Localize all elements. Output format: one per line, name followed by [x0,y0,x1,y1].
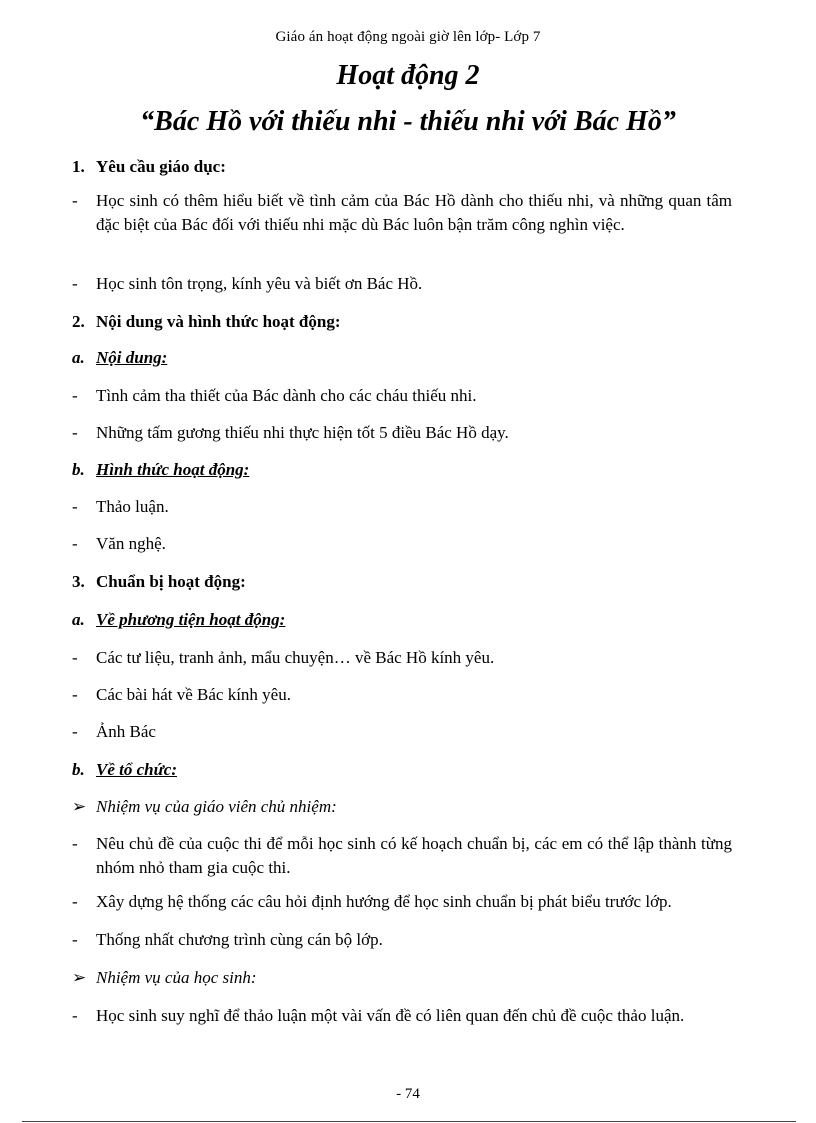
task-heading [72,966,732,990]
list-item-text: Nêu chủ đề của cuộc thi để mỗi học sinh có kế hoạch chuẩn bị, các em có thể lập thành từng nhóm nhỏ tham gia cuộc thi. [96,834,732,877]
list-item [72,272,732,296]
list-item-text: Ảnh Bác [96,722,156,741]
task-heading [72,795,732,819]
dash-marker: - [72,1006,78,1025]
subsection-letter: b. [72,460,85,479]
footer-divider [22,1121,796,1122]
section-heading [72,570,732,594]
list-item-text: Thống nhất chương trình cùng cán bộ lớp. [96,930,383,949]
activity-title: Hoạt động 2 [336,60,480,91]
list-item [72,832,732,880]
list-item [72,384,732,408]
list-item [72,890,732,914]
subsection-heading-text: Nội dung: [96,348,168,367]
section-heading-text: Chuẩn bị hoạt động: [96,572,246,591]
list-item [72,683,732,707]
dash-marker: - [72,191,78,210]
dash-marker: - [72,386,78,405]
dash-marker: - [72,892,78,911]
list-item [72,928,732,952]
subsection-letter: b. [72,760,85,779]
subsection-heading [72,608,732,632]
subsection-letter: a. [72,348,85,367]
dash-marker: - [72,274,78,293]
activity-subtitle: “Bác Hồ với thiếu nhi - thiếu nhi với Bác Hồ” [140,106,676,137]
dash-marker: - [72,423,78,442]
list-item-text: Thảo luận. [96,497,169,516]
arrow-bullet-icon: ➢ [72,968,87,987]
dash-marker: - [72,834,78,853]
subsection-heading-text: Hình thức hoạt động: [96,460,250,479]
section-number: 1. [72,157,85,176]
subsection-heading-text: Về tổ chức: [96,760,177,779]
list-item-text: Những tấm gương thiếu nhi thực hiện tốt 5 điều Bác Hồ dạy. [96,423,509,442]
subsection-heading [72,346,732,370]
list-item [72,646,732,670]
list-item [72,1004,732,1028]
subsection-letter: a. [72,610,85,629]
running-header: Giáo án hoạt động ngoài giờ lên lớp- Lớp 7 [275,29,541,45]
list-item-text: Học sinh có thêm hiểu biết về tình cảm của Bác Hồ dành cho thiếu nhi, và những quan tâm đặc biệt của Bác đối với thiếu nhi mặc dù Bác luôn bận trăm công nghìn việc. [96,191,732,234]
list-item [72,495,732,519]
list-item-text: Văn nghệ. [96,534,166,553]
section-heading-text: Nội dung và hình thức hoạt động: [96,312,341,331]
dash-marker: - [72,648,78,667]
section-heading [72,310,732,334]
list-item-text: Tình cảm tha thiết của Bác dành cho các cháu thiếu nhi. [96,386,477,405]
list-item [72,532,732,556]
list-item-text: Học sinh suy nghĩ để thảo luận một vài vấn đề có liên quan đến chủ đề cuộc thảo luận. [96,1006,685,1025]
dash-marker: - [72,930,78,949]
task-heading-text: Nhiệm vụ của học sinh: [96,968,257,987]
section-number: 2. [72,312,85,331]
list-item [72,189,732,237]
section-heading-text: Yêu cầu giáo dục: [96,157,226,176]
list-item-text: Học sinh tôn trọng, kính yêu và biết ơn Bác Hồ. [96,274,423,293]
dash-marker: - [72,722,78,741]
dash-marker: - [72,497,78,516]
dash-marker: - [72,534,78,553]
list-item [72,421,732,445]
page-number: - 74 [396,1086,420,1102]
task-heading-text: Nhiệm vụ của giáo viên chủ nhiệm: [96,797,337,816]
list-item-text: Các tư liệu, tranh ảnh, mẩu chuyện… về Bác Hồ kính yêu. [96,648,495,667]
section-number: 3. [72,572,85,591]
subsection-heading [72,758,732,782]
subsection-heading [72,458,732,482]
subsection-heading-text: Về phương tiện hoạt động: [96,610,286,629]
list-item-text: Các bài hát về Bác kính yêu. [96,685,291,704]
dash-marker: - [72,685,78,704]
arrow-bullet-icon: ➢ [72,797,87,816]
list-item [72,720,732,744]
section-heading [72,155,732,179]
list-item-text: Xây dựng hệ thống các câu hỏi định hướng để học sinh chuẩn bị phát biểu trước lớp. [96,892,672,911]
